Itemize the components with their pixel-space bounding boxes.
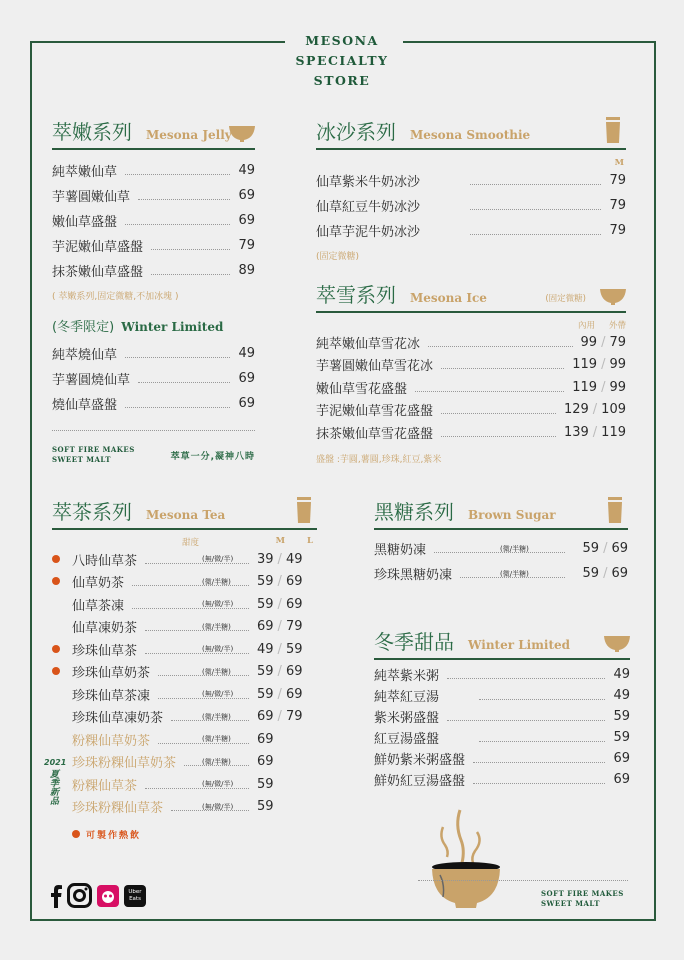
menu-item: 純萃燒仙草 49 — [52, 346, 255, 363]
slogan-zh: 萃草一分,凝神八時 — [170, 451, 255, 462]
menu-item: 仙草紫米牛奶冰沙 79 — [316, 173, 626, 190]
menu-item: 抹茶嫩仙草盛盤 89 — [52, 263, 255, 280]
menu-item: 八時仙草茶 (無/微/半) 39 / 49 — [52, 548, 317, 571]
menu-item: 芋泥嫩仙草盛盤 79 — [52, 238, 255, 255]
store-title: MESONA SPECIALTY STORE — [295, 33, 389, 88]
bowl-icon — [600, 289, 626, 305]
menu-item: 純萃嫩仙草 49 — [52, 163, 255, 180]
hot-dot-icon — [52, 645, 60, 653]
section-ice: 萃雪系列 Mesona Ice (固定微糖) 內用 外帶 純萃嫩仙草雪花冰 99 / 79 芋薯圓嫩仙草雪花冰 119 / 99 嫩仙草雪花盛盤 119 / 99 芋泥嫩仙草雪花盛盤 129 / 109 抹茶嫩仙草雪花盛盤 139 / 119 盛盤 :芋圓,薯圓,珍珠,紅豆,紫米 — [316, 283, 626, 465]
section-brown-sugar: 黑糖系列 Brown Sugar 黑糖奶凍 (微/半糖) 59 / 69 珍珠黑糖奶凍 (微/半糖) 59 / 69 — [374, 500, 628, 586]
menu-item: 芋泥嫩仙草雪花盛盤 129 / 109 — [316, 402, 626, 420]
menu-item: 珍珠仙草茶凍 (無/微/半) 59 / 69 — [72, 686, 303, 704]
menu-item: 鮮奶紅豆湯盛盤 69 — [374, 772, 630, 789]
section-jelly: 萃嫩系列 Mesona Jelly 純萃嫩仙草 49 芋薯圓嫩仙草 69 嫩仙草盛盤 69 芋泥嫩仙草盛盤 79 抹茶嫩仙草盛盤 89 ( 萃嫩系列,固定微糖,不加冰塊 ) (冬季限定) Winter Limited 純萃燒仙草 49 芋薯圓燒仙草 69 燒仙草盛盤 69 SOFT FIRE MAKES SWEET MALT 萃草一分,凝神八時 — [52, 120, 255, 464]
menu-item: 黑糖奶凍 (微/半糖) 59 / 69 — [374, 541, 628, 558]
menu-item: 嫩仙草盛盤 69 — [52, 213, 255, 230]
menu-item: 仙草凍奶茶 (微/半糖) 69 / 79 — [72, 619, 303, 637]
menu-item: 粉粿仙草奶茶 (微/半糖) 69 — [72, 731, 274, 749]
menu-item: 芋薯圓嫩仙草 69 — [52, 188, 255, 205]
foodpanda-icon[interactable] — [97, 885, 119, 907]
footer-tagline: SOFT FIRE MAKES SWEET MALT — [541, 889, 624, 908]
cup-icon — [297, 497, 311, 523]
menu-item: 紅豆湯盛盤 59 — [374, 730, 630, 747]
menu-item: 純萃紅豆湯 49 — [374, 688, 630, 705]
hot-dot-icon — [52, 555, 60, 563]
menu-item: 嫩仙草雪花盛盤 119 / 99 — [316, 379, 626, 397]
menu-item: 仙草紅豆牛奶冰沙 79 — [316, 198, 626, 215]
bowl-icon — [604, 636, 630, 652]
menu-item: 仙草奶茶 (微/半糖) 59 / 69 — [52, 571, 317, 594]
instagram-icon[interactable] — [67, 883, 92, 908]
menu-item: 珍珠仙草奶茶 (微/半糖) 59 / 69 — [52, 661, 317, 684]
hot-dot-icon — [72, 830, 80, 838]
section-tea: 萃茶系列 Mesona Tea 甜度 M L 八時仙草茶 (無/微/半) 39 / 49 仙草奶茶 (微/半糖) 59 / 69 仙草茶凍 (無/微/半) 59 / 69 仙草凍奶茶 (微/半糖) 69 / 79 珍珠仙草茶 (無/微/半) 49 / 59 珍珠仙草奶茶 (微/半糖) 59 / 69 珍珠仙草茶凍 (無/微/半) 59 / 69 珍珠仙草凍奶茶 (微/半糖) 69 / 79 粉粿仙草奶茶 (微/半糖) 69 珍珠粉粿仙草奶茶 (微/半糖) 69 粉粿仙草茶 (無/微/半) 59 珍珠粉粿仙草茶 (無/微/半) 59 可製作熱飲 — [52, 500, 317, 841]
social-links — [50, 883, 146, 908]
menu-item: 珍珠仙草凍奶茶 (微/半糖) 69 / 79 — [72, 709, 303, 727]
winter-limited-heading: (冬季限定) Winter Limited — [52, 320, 224, 335]
bowl-icon — [229, 126, 255, 142]
hot-drink-note: 可製作熱飲 — [52, 828, 317, 841]
ubereats-icon[interactable]: Uber Eats — [124, 885, 146, 907]
menu-item: 芋薯圓嫩仙草雪花冰 119 / 99 — [316, 357, 626, 375]
menu-item: 燒仙草盛盤 69 — [52, 396, 255, 413]
menu-item: 仙草芋泥牛奶冰沙 79 — [316, 223, 626, 240]
section-title: 黑糖系列 — [374, 500, 454, 524]
menu-item: 珍珠粉粿仙草奶茶 (微/半糖) 69 — [72, 754, 274, 772]
section-title: 萃嫩系列 — [52, 120, 132, 144]
menu-item: 珍珠黑糖奶凍 (微/半糖) 59 / 69 — [374, 566, 628, 583]
menu-item: 芋薯圓燒仙草 69 — [52, 371, 255, 388]
menu-item: 鮮奶紫米粥盛盤 69 — [374, 751, 630, 768]
section-title: 萃茶系列 — [52, 500, 132, 524]
new-2021-label: 2021 夏季新品 — [44, 758, 67, 805]
steaming-bowl-icon — [415, 805, 515, 910]
cup-icon — [606, 117, 620, 143]
menu-item: 粉粿仙草茶 (無/微/半) 59 — [72, 776, 274, 794]
menu-item: 抹茶嫩仙草雪花盛盤 139 / 119 — [316, 424, 626, 442]
section-winter-dessert: 冬季甜品 Winter Limited 純萃紫米粥 49 純萃紅豆湯 49 紫米粥盛盤 59 紅豆湯盛盤 59 鮮奶紫米粥盛盤 69 鮮奶紅豆湯盛盤 69 — [374, 630, 630, 789]
hot-dot-icon — [52, 667, 60, 675]
facebook-icon[interactable] — [50, 884, 62, 908]
menu-item: 純萃紫米粥 49 — [374, 667, 630, 684]
menu-item: 仙草茶凍 (無/微/半) 59 / 69 — [72, 596, 303, 614]
section-title: 萃雪系列 — [316, 283, 396, 307]
menu-item: 純萃嫩仙草雪花冰 99 / 79 — [316, 334, 626, 352]
slogan-en: SOFT FIRE MAKES SWEET MALT — [52, 445, 135, 464]
section-smoothie: 冰沙系列 Mesona Smoothie M 仙草紫米牛奶冰沙 79 仙草紅豆牛奶冰沙 79 仙草芋泥牛奶冰沙 79 (固定微糖) — [316, 120, 626, 262]
hot-dot-icon — [52, 577, 60, 585]
menu-item: 珍珠粉粿仙草茶 (無/微/半) 59 — [72, 799, 274, 817]
section-title: 冬季甜品 — [374, 630, 454, 654]
menu-item: 珍珠仙草茶 (無/微/半) 49 / 59 — [52, 638, 317, 661]
cup-icon — [608, 497, 622, 523]
section-title: 冰沙系列 — [316, 120, 396, 144]
menu-item: 紫米粥盛盤 59 — [374, 709, 630, 726]
jelly-note: ( 萃嫩系列,固定微糖,不加冰塊 ) — [52, 292, 179, 302]
